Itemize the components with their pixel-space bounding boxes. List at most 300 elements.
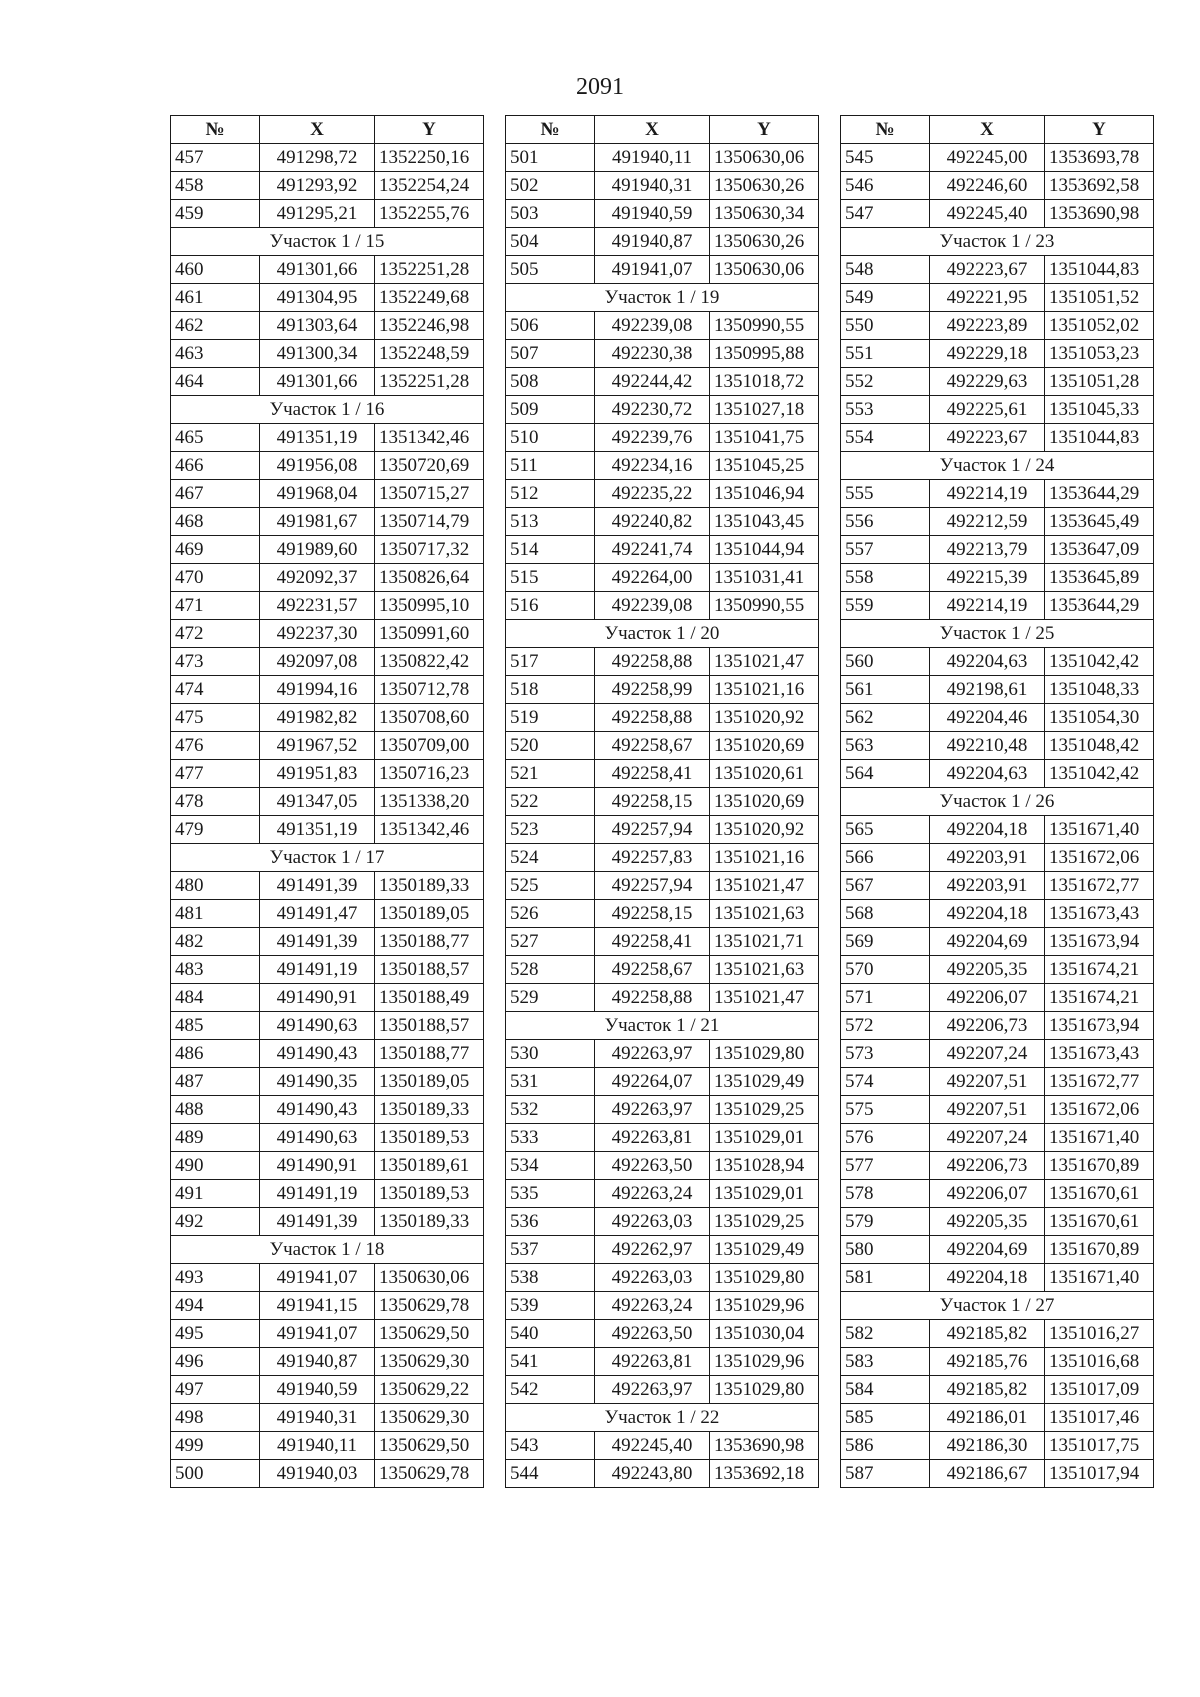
x-coordinate: 491941,07 — [595, 256, 710, 284]
x-coordinate: 492212,59 — [930, 508, 1045, 536]
section-row — [171, 844, 484, 872]
point-number: 587 — [841, 1460, 930, 1488]
y-coordinate: 1351029,25 — [710, 1096, 819, 1124]
y-coordinate: 1351017,94 — [1045, 1460, 1154, 1488]
point-number: 567 — [841, 872, 930, 900]
table-row — [841, 928, 1154, 956]
x-coordinate: 492198,61 — [930, 676, 1045, 704]
table-row — [506, 228, 819, 256]
x-coordinate: 491940,11 — [595, 144, 710, 172]
table-row — [841, 424, 1154, 452]
y-coordinate: 1351029,49 — [710, 1236, 819, 1264]
table-row — [841, 760, 1154, 788]
y-coordinate: 1351042,42 — [1045, 648, 1154, 676]
x-coordinate: 492186,67 — [930, 1460, 1045, 1488]
point-number: 489 — [171, 1124, 260, 1152]
table-row — [506, 676, 819, 704]
point-number: 512 — [506, 480, 595, 508]
table-row — [841, 1152, 1154, 1180]
point-number: 544 — [506, 1460, 595, 1488]
x-coordinate: 492185,82 — [930, 1320, 1045, 1348]
y-coordinate: 1351673,94 — [1045, 928, 1154, 956]
x-coordinate: 492245,40 — [595, 1432, 710, 1460]
table-row — [506, 396, 819, 424]
y-coordinate: 1351029,01 — [710, 1124, 819, 1152]
x-coordinate: 492243,80 — [595, 1460, 710, 1488]
x-coordinate: 492258,88 — [595, 704, 710, 732]
point-number: 496 — [171, 1348, 260, 1376]
table-row — [841, 872, 1154, 900]
x-coordinate: 492186,30 — [930, 1432, 1045, 1460]
table-row — [841, 284, 1154, 312]
point-number: 505 — [506, 256, 595, 284]
y-coordinate: 1351016,27 — [1045, 1320, 1154, 1348]
section-title: Участок 1 / 18 — [171, 1236, 484, 1264]
y-coordinate: 1350189,05 — [375, 900, 484, 928]
table-row — [171, 256, 484, 284]
x-coordinate: 491940,87 — [595, 228, 710, 256]
x-coordinate: 491301,66 — [260, 368, 375, 396]
table-row — [841, 816, 1154, 844]
x-coordinate: 491994,16 — [260, 676, 375, 704]
section-title: Участок 1 / 25 — [841, 620, 1154, 648]
y-coordinate: 1351054,30 — [1045, 704, 1154, 732]
point-number: 550 — [841, 312, 930, 340]
table-row — [841, 368, 1154, 396]
point-number: 530 — [506, 1040, 595, 1068]
x-coordinate: 491491,39 — [260, 872, 375, 900]
table-row — [171, 760, 484, 788]
y-coordinate: 1351044,83 — [1045, 256, 1154, 284]
table-row — [841, 1208, 1154, 1236]
point-number: 478 — [171, 788, 260, 816]
point-number: 479 — [171, 816, 260, 844]
point-number: 476 — [171, 732, 260, 760]
point-number: 586 — [841, 1432, 930, 1460]
table-row — [841, 256, 1154, 284]
point-number: 581 — [841, 1264, 930, 1292]
table-row — [841, 1012, 1154, 1040]
y-coordinate: 1350995,10 — [375, 592, 484, 620]
table-row — [841, 480, 1154, 508]
point-number: 473 — [171, 648, 260, 676]
y-coordinate: 1351670,89 — [1045, 1152, 1154, 1180]
x-coordinate: 491490,35 — [260, 1068, 375, 1096]
point-number: 559 — [841, 592, 930, 620]
x-coordinate: 492185,82 — [930, 1376, 1045, 1404]
point-number: 537 — [506, 1236, 595, 1264]
y-coordinate: 1350189,33 — [375, 1208, 484, 1236]
y-coordinate: 1351021,47 — [710, 648, 819, 676]
table-row — [841, 340, 1154, 368]
point-number: 507 — [506, 340, 595, 368]
y-coordinate: 1350188,57 — [375, 956, 484, 984]
y-coordinate: 1351018,72 — [710, 368, 819, 396]
point-number: 564 — [841, 760, 930, 788]
y-coordinate: 1350712,78 — [375, 676, 484, 704]
point-number: 518 — [506, 676, 595, 704]
x-coordinate: 492214,19 — [930, 480, 1045, 508]
table-row — [506, 1208, 819, 1236]
table-row — [171, 284, 484, 312]
y-coordinate: 1351020,61 — [710, 760, 819, 788]
x-coordinate: 492229,63 — [930, 368, 1045, 396]
table-row — [841, 1068, 1154, 1096]
y-coordinate: 1351029,96 — [710, 1292, 819, 1320]
x-coordinate: 491303,64 — [260, 312, 375, 340]
point-number: 548 — [841, 256, 930, 284]
point-number: 565 — [841, 816, 930, 844]
table-row — [171, 536, 484, 564]
y-coordinate: 1350629,50 — [375, 1432, 484, 1460]
section-title: Участок 1 / 24 — [841, 452, 1154, 480]
table-row — [506, 172, 819, 200]
table-row — [171, 200, 484, 228]
table-row — [841, 1376, 1154, 1404]
point-number: 482 — [171, 928, 260, 956]
table-row — [841, 312, 1154, 340]
point-number: 561 — [841, 676, 930, 704]
point-number: 471 — [171, 592, 260, 620]
x-coordinate: 492092,37 — [260, 564, 375, 592]
point-number: 577 — [841, 1152, 930, 1180]
y-coordinate: 1350708,60 — [375, 704, 484, 732]
table-row — [506, 928, 819, 956]
y-coordinate: 1351021,16 — [710, 676, 819, 704]
y-coordinate: 1351342,46 — [375, 424, 484, 452]
x-coordinate: 492263,50 — [595, 1152, 710, 1180]
coordinates-table-3 — [840, 115, 1154, 1488]
x-coordinate: 492097,08 — [260, 648, 375, 676]
table-row — [841, 200, 1154, 228]
x-coordinate: 492240,82 — [595, 508, 710, 536]
table-row — [171, 928, 484, 956]
section-title: Участок 1 / 22 — [506, 1404, 819, 1432]
table-row — [841, 648, 1154, 676]
point-number: 474 — [171, 676, 260, 704]
x-coordinate: 492234,16 — [595, 452, 710, 480]
table-row — [506, 508, 819, 536]
table-row — [506, 480, 819, 508]
table-row — [841, 564, 1154, 592]
x-coordinate: 492239,08 — [595, 592, 710, 620]
y-coordinate: 1350991,60 — [375, 620, 484, 648]
y-coordinate: 1350188,57 — [375, 1012, 484, 1040]
x-coordinate: 492262,97 — [595, 1236, 710, 1264]
point-number: 506 — [506, 312, 595, 340]
table-row — [841, 172, 1154, 200]
point-number: 555 — [841, 480, 930, 508]
y-coordinate: 1351041,75 — [710, 424, 819, 452]
point-number: 502 — [506, 172, 595, 200]
header-y: Y — [710, 116, 819, 144]
point-number: 585 — [841, 1404, 930, 1432]
x-coordinate: 492204,18 — [930, 1264, 1045, 1292]
point-number: 546 — [841, 172, 930, 200]
point-number: 540 — [506, 1320, 595, 1348]
table-row — [171, 1376, 484, 1404]
point-number: 517 — [506, 648, 595, 676]
x-coordinate: 492235,22 — [595, 480, 710, 508]
point-number: 486 — [171, 1040, 260, 1068]
x-coordinate: 491298,72 — [260, 144, 375, 172]
point-number: 497 — [171, 1376, 260, 1404]
table-row — [506, 956, 819, 984]
table-row — [171, 1320, 484, 1348]
point-number: 571 — [841, 984, 930, 1012]
point-number: 488 — [171, 1096, 260, 1124]
point-number: 582 — [841, 1320, 930, 1348]
y-coordinate: 1351046,94 — [710, 480, 819, 508]
table-row — [841, 1040, 1154, 1068]
point-number: 484 — [171, 984, 260, 1012]
point-number: 510 — [506, 424, 595, 452]
x-coordinate: 491940,03 — [260, 1460, 375, 1488]
point-number: 531 — [506, 1068, 595, 1096]
table-row — [506, 1432, 819, 1460]
y-coordinate: 1351021,63 — [710, 956, 819, 984]
x-coordinate: 492206,73 — [930, 1012, 1045, 1040]
table-row — [171, 1264, 484, 1292]
table-row — [506, 1152, 819, 1180]
point-number: 574 — [841, 1068, 930, 1096]
x-coordinate: 491491,39 — [260, 1208, 375, 1236]
x-coordinate: 492207,24 — [930, 1124, 1045, 1152]
point-number: 470 — [171, 564, 260, 592]
table-row — [171, 1460, 484, 1488]
point-number: 578 — [841, 1180, 930, 1208]
x-coordinate: 492263,81 — [595, 1348, 710, 1376]
point-number: 583 — [841, 1348, 930, 1376]
table-row — [506, 1068, 819, 1096]
x-coordinate: 492257,83 — [595, 844, 710, 872]
y-coordinate: 1351674,21 — [1045, 984, 1154, 1012]
x-coordinate: 492185,76 — [930, 1348, 1045, 1376]
x-coordinate: 491295,21 — [260, 200, 375, 228]
x-coordinate: 492263,81 — [595, 1124, 710, 1152]
point-number: 541 — [506, 1348, 595, 1376]
table-row — [506, 256, 819, 284]
point-number: 562 — [841, 704, 930, 732]
y-coordinate: 1351673,94 — [1045, 1012, 1154, 1040]
x-coordinate: 491989,60 — [260, 536, 375, 564]
x-coordinate: 492205,35 — [930, 1208, 1045, 1236]
table-row — [841, 900, 1154, 928]
table-row — [841, 704, 1154, 732]
table-row — [171, 1348, 484, 1376]
point-number: 560 — [841, 648, 930, 676]
table-row — [841, 1460, 1154, 1488]
header-x: X — [595, 116, 710, 144]
x-coordinate: 491490,63 — [260, 1124, 375, 1152]
y-coordinate: 1351029,25 — [710, 1208, 819, 1236]
y-coordinate: 1350995,88 — [710, 340, 819, 368]
y-coordinate: 1351021,63 — [710, 900, 819, 928]
y-coordinate: 1351016,68 — [1045, 1348, 1154, 1376]
point-number: 572 — [841, 1012, 930, 1040]
y-coordinate: 1353644,29 — [1045, 592, 1154, 620]
point-number: 538 — [506, 1264, 595, 1292]
section-title: Участок 1 / 20 — [506, 620, 819, 648]
x-coordinate: 492264,07 — [595, 1068, 710, 1096]
x-coordinate: 491304,95 — [260, 284, 375, 312]
table-row — [506, 760, 819, 788]
table-row — [171, 480, 484, 508]
y-coordinate: 1350714,79 — [375, 508, 484, 536]
table-row — [171, 1292, 484, 1320]
x-coordinate: 492203,91 — [930, 872, 1045, 900]
y-coordinate: 1351672,77 — [1045, 872, 1154, 900]
y-coordinate: 1351672,06 — [1045, 844, 1154, 872]
point-number: 472 — [171, 620, 260, 648]
point-number: 549 — [841, 284, 930, 312]
point-number: 527 — [506, 928, 595, 956]
point-number: 584 — [841, 1376, 930, 1404]
x-coordinate: 491347,05 — [260, 788, 375, 816]
point-number: 464 — [171, 368, 260, 396]
table-row — [506, 1236, 819, 1264]
x-coordinate: 492230,38 — [595, 340, 710, 368]
table-row — [506, 648, 819, 676]
point-number: 467 — [171, 480, 260, 508]
x-coordinate: 492204,18 — [930, 816, 1045, 844]
point-number: 580 — [841, 1236, 930, 1264]
header-y: Y — [375, 116, 484, 144]
table-row — [171, 1208, 484, 1236]
y-coordinate: 1353645,89 — [1045, 564, 1154, 592]
x-coordinate: 491951,83 — [260, 760, 375, 788]
x-coordinate: 492206,73 — [930, 1152, 1045, 1180]
point-number: 475 — [171, 704, 260, 732]
table-row — [841, 508, 1154, 536]
point-number: 552 — [841, 368, 930, 396]
x-coordinate: 492204,63 — [930, 648, 1045, 676]
y-coordinate: 1350629,78 — [375, 1460, 484, 1488]
y-coordinate: 1350629,78 — [375, 1292, 484, 1320]
x-coordinate: 491940,87 — [260, 1348, 375, 1376]
x-coordinate: 492263,24 — [595, 1292, 710, 1320]
point-number: 508 — [506, 368, 595, 396]
x-coordinate: 491491,39 — [260, 928, 375, 956]
y-coordinate: 1350188,49 — [375, 984, 484, 1012]
point-number: 490 — [171, 1152, 260, 1180]
y-coordinate: 1350189,33 — [375, 872, 484, 900]
point-number: 504 — [506, 228, 595, 256]
y-coordinate: 1351020,92 — [710, 704, 819, 732]
table-row — [506, 340, 819, 368]
y-coordinate: 1353647,09 — [1045, 536, 1154, 564]
section-row — [841, 1292, 1154, 1320]
header-number: № — [506, 116, 595, 144]
point-number: 465 — [171, 424, 260, 452]
y-coordinate: 1351044,94 — [710, 536, 819, 564]
table-row — [171, 1040, 484, 1068]
x-coordinate: 492186,01 — [930, 1404, 1045, 1432]
point-number: 513 — [506, 508, 595, 536]
y-coordinate: 1351029,01 — [710, 1180, 819, 1208]
table-row — [171, 1096, 484, 1124]
x-coordinate: 492206,07 — [930, 1180, 1045, 1208]
x-coordinate: 492207,51 — [930, 1068, 1045, 1096]
y-coordinate: 1352249,68 — [375, 284, 484, 312]
table-row — [506, 844, 819, 872]
point-number: 529 — [506, 984, 595, 1012]
y-coordinate: 1351671,40 — [1045, 816, 1154, 844]
x-coordinate: 492229,18 — [930, 340, 1045, 368]
table-row — [171, 1404, 484, 1432]
table-row — [171, 620, 484, 648]
point-number: 463 — [171, 340, 260, 368]
point-number: 503 — [506, 200, 595, 228]
y-coordinate: 1351020,69 — [710, 732, 819, 760]
y-coordinate: 1350189,53 — [375, 1180, 484, 1208]
point-number: 536 — [506, 1208, 595, 1236]
table-row — [171, 144, 484, 172]
x-coordinate: 491301,66 — [260, 256, 375, 284]
y-coordinate: 1351021,71 — [710, 928, 819, 956]
x-coordinate: 492258,15 — [595, 788, 710, 816]
x-coordinate: 492204,63 — [930, 760, 1045, 788]
point-number: 468 — [171, 508, 260, 536]
table-row — [171, 648, 484, 676]
point-number: 462 — [171, 312, 260, 340]
y-coordinate: 1351029,96 — [710, 1348, 819, 1376]
y-coordinate: 1351670,89 — [1045, 1236, 1154, 1264]
table-row — [506, 1124, 819, 1152]
page-number: 2091 — [576, 74, 624, 100]
y-coordinate: 1351020,69 — [710, 788, 819, 816]
table-header-row — [506, 116, 819, 144]
table-row — [506, 536, 819, 564]
y-coordinate: 1351031,41 — [710, 564, 819, 592]
table-row — [171, 592, 484, 620]
y-coordinate: 1352251,28 — [375, 368, 484, 396]
point-number: 579 — [841, 1208, 930, 1236]
table-row — [506, 732, 819, 760]
x-coordinate: 492231,57 — [260, 592, 375, 620]
point-number: 524 — [506, 844, 595, 872]
y-coordinate: 1351020,92 — [710, 816, 819, 844]
section-row — [171, 228, 484, 256]
x-coordinate: 491351,19 — [260, 816, 375, 844]
x-coordinate: 491941,07 — [260, 1320, 375, 1348]
y-coordinate: 1351048,33 — [1045, 676, 1154, 704]
x-coordinate: 491490,63 — [260, 1012, 375, 1040]
y-coordinate: 1351017,75 — [1045, 1432, 1154, 1460]
x-coordinate: 492239,08 — [595, 312, 710, 340]
header-x: X — [930, 116, 1045, 144]
table-row — [841, 732, 1154, 760]
point-number: 460 — [171, 256, 260, 284]
y-coordinate: 1350720,69 — [375, 452, 484, 480]
x-coordinate: 491490,43 — [260, 1096, 375, 1124]
y-coordinate: 1352248,59 — [375, 340, 484, 368]
x-coordinate: 491490,91 — [260, 984, 375, 1012]
point-number: 491 — [171, 1180, 260, 1208]
x-coordinate: 492258,88 — [595, 648, 710, 676]
table-row — [506, 424, 819, 452]
section-row — [506, 1012, 819, 1040]
point-number: 514 — [506, 536, 595, 564]
section-row — [171, 1236, 484, 1264]
point-number: 568 — [841, 900, 930, 928]
table-row — [506, 1320, 819, 1348]
point-number: 523 — [506, 816, 595, 844]
table-row — [506, 1264, 819, 1292]
section-title: Участок 1 / 17 — [171, 844, 484, 872]
point-number: 457 — [171, 144, 260, 172]
point-number: 545 — [841, 144, 930, 172]
